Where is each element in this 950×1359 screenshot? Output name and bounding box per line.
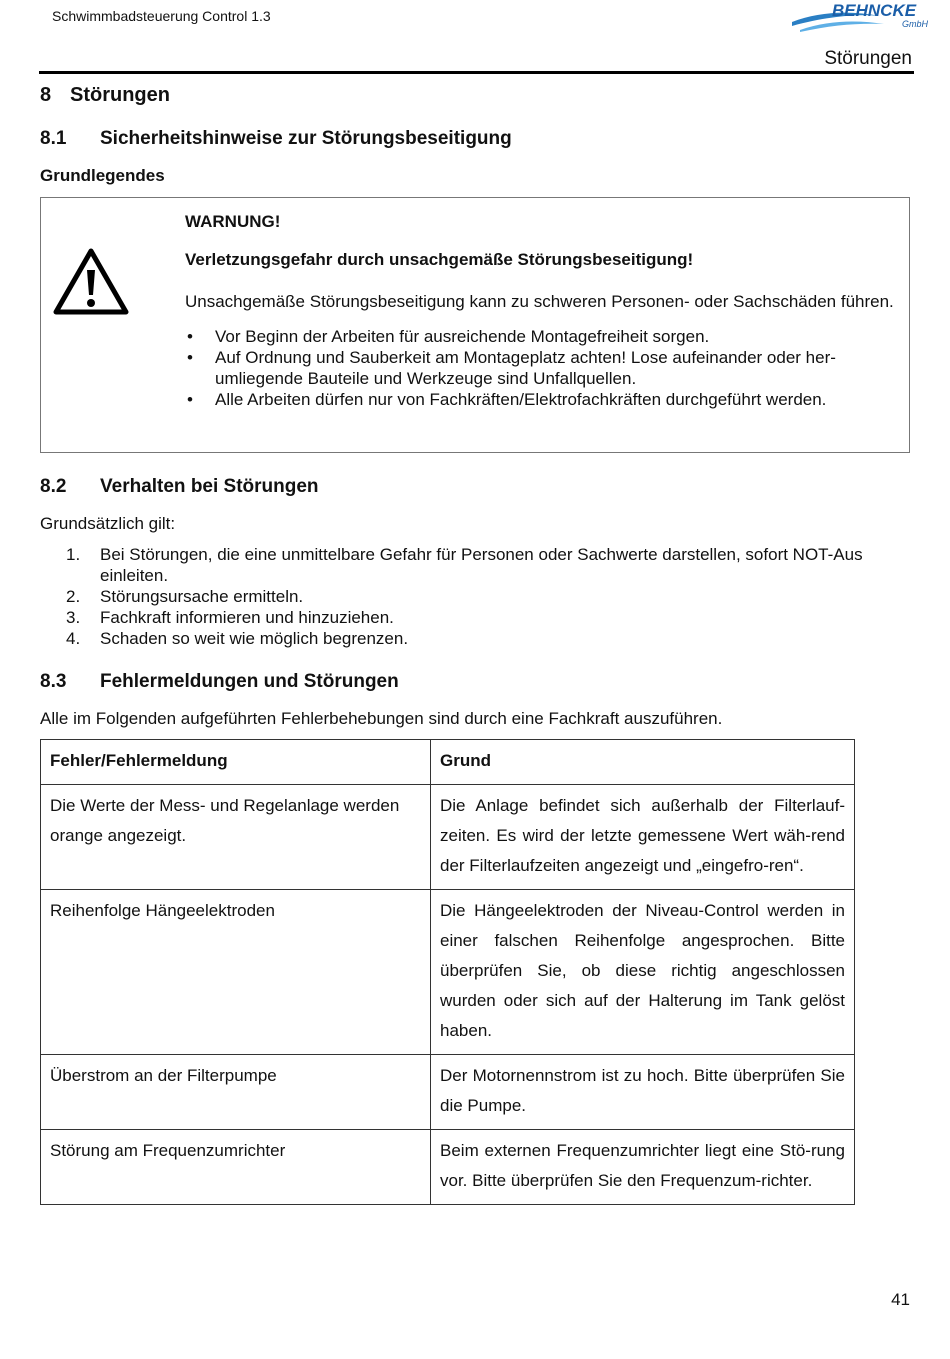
table-row <box>41 890 855 1055</box>
list-item <box>66 544 896 586</box>
section-number: 8.3 <box>40 671 67 692</box>
step-text: Fachkraft informieren und hinzuziehen. <box>100 608 394 627</box>
bullet-text: Alle Arbeiten dürfen nur von Fachkräften/Elektrofachkräften durchgeführt werden. <box>215 390 827 409</box>
step-text: Bei Störungen, die eine unmittelbare Gefahr für Personen oder Sachwerte darstellen, sofort NOT-Aus einleiten. <box>100 545 863 585</box>
table-row <box>41 1055 855 1130</box>
error-cell: Überstrom an der Filterpumpe <box>41 1055 431 1130</box>
list-item <box>185 326 905 347</box>
section-8-1-heading <box>40 128 512 150</box>
reason-cell: Der Motornennstrom ist zu hoch. Bitte überprüfen Sie die Pumpe. <box>431 1055 855 1130</box>
table-header-row <box>41 740 855 785</box>
rule-intro: Grundsätzlich gilt: <box>40 514 176 533</box>
section-title: Verhalten bei Störungen <box>100 476 319 497</box>
step-number: 1. <box>66 545 81 564</box>
section-number: 8.2 <box>40 476 67 497</box>
reason-cell: Die Hängeelektroden der Niveau-Control werden in einer falschen Reihenfolge angesprochen. Bitte überprüfen Sie, ob diese richtig angeschlossen wurden oder sich auf der Halterung im Tank gelöst haben. <box>431 890 855 1055</box>
bullet-glyph: • <box>187 348 193 367</box>
warning-content <box>185 212 905 410</box>
section-title: Störungen <box>70 84 170 106</box>
bullet-glyph: • <box>187 390 193 409</box>
header-divider <box>39 71 914 74</box>
list-item <box>185 347 905 389</box>
running-section-title: Störungen <box>824 48 912 69</box>
reason-cell: Die Anlage befindet sich außerhalb der Filterlauf-zeiten. Es wird der letzte gemessene Wert wäh-rend der Filterlaufzeiten angezeigt und „eingefro-ren“. <box>431 785 855 890</box>
logo-text: BEHNCKE <box>832 1 917 20</box>
fault-table <box>40 739 855 1205</box>
list-item <box>66 607 896 628</box>
section-8-2-heading <box>40 476 319 498</box>
section-number: 8 <box>40 84 52 106</box>
table-row <box>41 785 855 890</box>
error-cell: Störung am Frequenzumrichter <box>41 1130 431 1205</box>
warning-triangle-icon <box>51 246 131 318</box>
list-item <box>185 389 905 410</box>
bullet-glyph: • <box>187 327 193 346</box>
bullet-text: Vor Beginn der Arbeiten für ausreichende Montagefreiheit sorgen. <box>215 327 710 346</box>
warning-bullet-list <box>185 326 905 410</box>
step-number: 3. <box>66 608 81 627</box>
section-title: Fehlermeldungen und Störungen <box>100 671 399 692</box>
list-item <box>66 628 896 649</box>
reason-cell: Beim externen Frequenzumrichter liegt eine Stö-rung vor. Bitte überprüfen Sie den Frequenzum-richter. <box>431 1130 855 1205</box>
section-number: 8.1 <box>40 128 67 149</box>
behncke-logo <box>788 0 934 34</box>
logo-subtext: GmbH <box>902 19 929 29</box>
error-cell: Reihenfolge Hängeelektroden <box>41 890 431 1055</box>
table-row <box>41 1130 855 1205</box>
warning-subtitle: Verletzungsgefahr durch unsachgemäße Störungsbeseitigung! <box>185 250 694 269</box>
step-number: 2. <box>66 587 81 606</box>
section-8-3-heading <box>40 671 399 693</box>
step-text: Schaden so weit wie möglich begrenzen. <box>100 629 409 648</box>
bullet-text: Auf Ordnung und Sauberkeit am Montageplatz achten! Lose aufeinander oder her-umliegende Bauteile und Werkzeuge sind Unfallquellen. <box>215 348 836 388</box>
step-number: 4. <box>66 629 81 648</box>
section-8-heading <box>40 84 170 107</box>
steps-list <box>66 544 896 649</box>
list-item <box>66 586 896 607</box>
basics-heading: Grundlegendes <box>40 166 165 185</box>
warning-title: WARNUNG! <box>185 212 281 231</box>
error-cell: Die Werte der Mess- und Regelanlage werden orange angezeigt. <box>41 785 431 890</box>
warning-text: Unsachgemäße Störungsbeseitigung kann zu schweren Personen- oder Sachschäden führen. <box>185 292 894 311</box>
column-header-reason: Grund <box>431 740 855 785</box>
page-number: 41 <box>891 1290 910 1309</box>
warning-box <box>40 197 910 453</box>
document-title: Schwimmbadsteuerung Control 1.3 <box>52 8 271 24</box>
section-title: Sicherheitshinweise zur Störungsbeseitigung <box>100 128 512 149</box>
step-text: Störungsursache ermitteln. <box>100 587 304 606</box>
table-intro: Alle im Folgenden aufgeführten Fehlerbehebungen sind durch eine Fachkraft auszuführen. <box>40 709 723 728</box>
column-header-error: Fehler/Fehlermeldung <box>41 740 431 785</box>
